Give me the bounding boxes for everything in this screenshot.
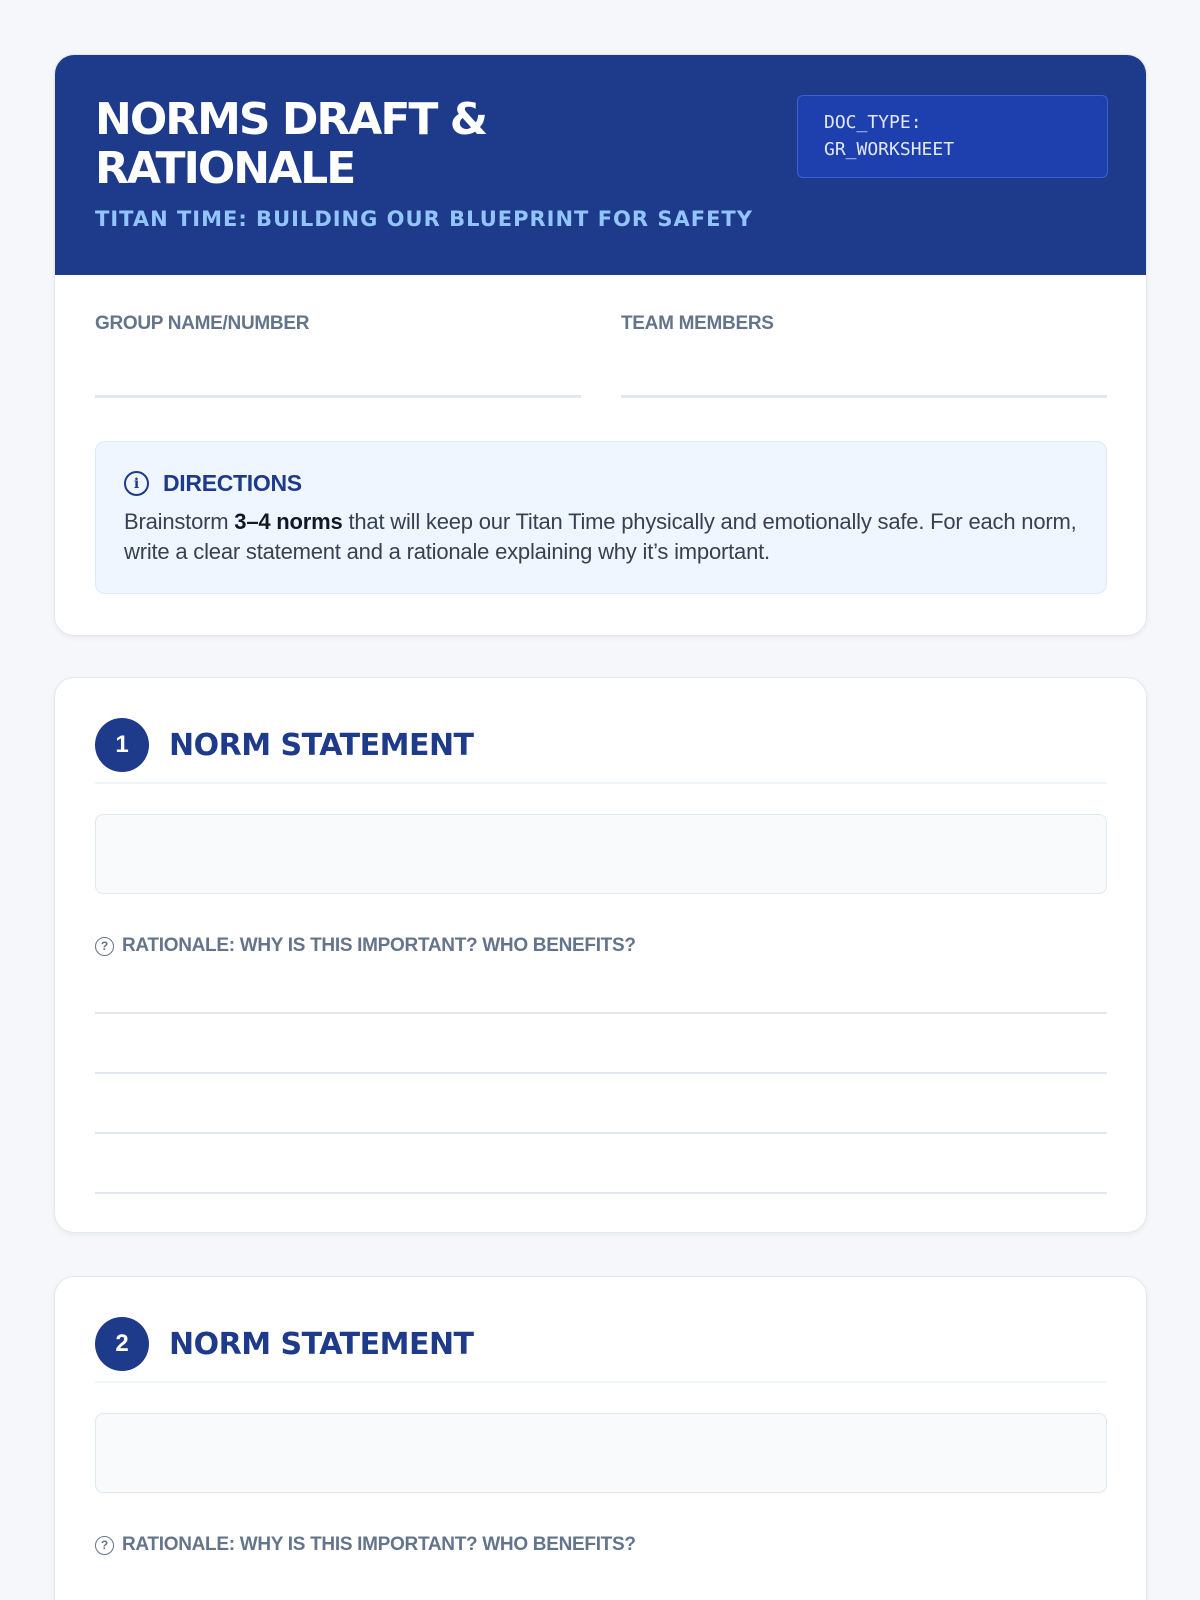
norm-number-badge: 2: [95, 1317, 149, 1371]
group-name-field[interactable]: [95, 313, 581, 398]
norm-number-badge: 1: [95, 718, 149, 772]
directions-box: [95, 441, 1107, 594]
norm-statement-input[interactable]: [95, 1413, 1107, 1493]
rationale-line[interactable]: [95, 1192, 1107, 1194]
norm-card-1: [54, 677, 1147, 1233]
rationale-line[interactable]: [95, 1132, 1107, 1134]
directions-header: [124, 470, 1078, 497]
doc-type-badge: [797, 95, 1108, 178]
question-circle-icon: ?: [95, 1536, 114, 1555]
norm-title: NORM STATEMENT: [169, 728, 474, 763]
rationale-line[interactable]: [95, 1012, 1107, 1014]
page-title: NORMS DRAFT & RATIONALE: [95, 94, 487, 194]
team-members-input-line[interactable]: [621, 395, 1107, 398]
norm-statement-input[interactable]: [95, 814, 1107, 894]
doc-type-label: DOC_TYPE:: [824, 112, 922, 133]
group-name-input-line[interactable]: [95, 395, 581, 398]
info-icon: i: [124, 471, 149, 496]
doc-type-value: GR_WORKSHEET: [824, 139, 955, 160]
norm-header: [95, 718, 1107, 784]
header-banner: [55, 55, 1146, 275]
directions-text-end: that will keep our Titan Time physically and emotionally safe. For each norm, write a clear statement and a rationale explaining why it’s important.: [124, 509, 1077, 564]
rationale-label: [95, 935, 636, 957]
norm-header: [95, 1317, 1107, 1383]
directions-text-start: Brainstorm: [124, 509, 235, 534]
directions-text: [124, 507, 1078, 567]
worksheet-header-card: [54, 54, 1147, 636]
page-subtitle: TITAN TIME: BUILDING OUR BLUEPRINT FOR SAFETY: [95, 207, 753, 231]
directions-title: DIRECTIONS: [163, 470, 302, 496]
question-circle-icon: ?: [95, 937, 114, 956]
group-name-label: GROUP NAME/NUMBER: [95, 313, 310, 334]
rationale-label-text: RATIONALE: WHY IS THIS IMPORTANT? WHO BENEFITS?: [122, 1534, 636, 1555]
rationale-label: [95, 1534, 636, 1556]
team-members-label: TEAM MEMBERS: [621, 313, 774, 334]
rationale-label-text: RATIONALE: WHY IS THIS IMPORTANT? WHO BENEFITS?: [122, 935, 636, 956]
directions-text-emphasis: 3–4 norms: [234, 509, 343, 534]
rationale-line[interactable]: [95, 1072, 1107, 1074]
norm-card-2: [54, 1276, 1147, 1600]
team-members-field[interactable]: [621, 313, 1107, 398]
norm-title: NORM STATEMENT: [169, 1327, 474, 1362]
group-info-row: [95, 313, 1107, 398]
